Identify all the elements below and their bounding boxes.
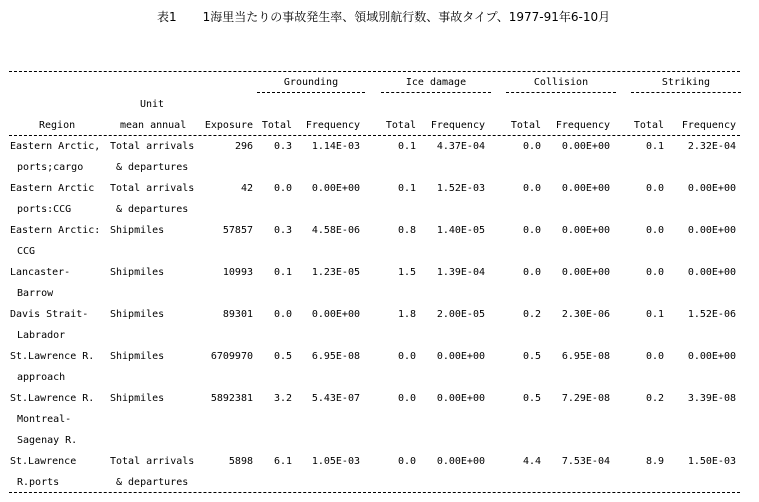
unit-cell: Total arrivals [110, 141, 195, 152]
region-cell: Davis Strait- [10, 309, 89, 320]
unit-header-line2: mean annual [120, 120, 187, 131]
unit-cell: Shipmiles [110, 225, 165, 236]
grounding-frequency-header: Frequency [305, 120, 360, 131]
grounding-frequency-cell: 0.00E+00 [311, 309, 360, 320]
striking-frequency-cell: 1.50E-03 [687, 456, 736, 467]
unit-cell: & departures [116, 204, 189, 215]
ice-frequency-cell: 2.00E-05 [436, 309, 485, 320]
collision-frequency-cell: 0.00E+00 [561, 141, 610, 152]
collision-total-cell: 0.0 [522, 183, 541, 194]
collision-frequency-cell: 7.29E-08 [561, 393, 610, 404]
exposure-cell: 296 [234, 141, 253, 152]
region-cell: St.Lawrence R. [10, 393, 95, 404]
region-cell: Sagenay R. [17, 435, 78, 446]
striking-total-cell: 0.0 [645, 183, 664, 194]
collision-total-cell: 0.0 [522, 267, 541, 278]
striking-total-cell: 0.0 [645, 351, 664, 362]
striking-total-cell: 0.1 [645, 309, 664, 320]
region-cell: St.Lawrence R. [10, 351, 95, 362]
striking-frequency-cell: 1.52E-06 [687, 309, 736, 320]
ice-total-cell: 0.0 [397, 351, 416, 362]
striking-total-cell: 0.0 [645, 225, 664, 236]
group-grounding: Grounding [283, 77, 339, 88]
ice-frequency-cell: 0.00E+00 [436, 393, 485, 404]
table-number: 表1 [157, 10, 177, 24]
region-cell: ports;cargo [17, 162, 84, 173]
region-cell: CCG [17, 246, 36, 257]
unit-cell: & departures [116, 162, 189, 173]
striking-frequency-cell: 0.00E+00 [687, 351, 736, 362]
striking-underline [631, 92, 741, 93]
exposure-cell: 42 [240, 183, 253, 194]
collision-total-cell: 0.5 [522, 351, 541, 362]
collision-frequency-cell: 0.00E+00 [561, 225, 610, 236]
ice-frequency-cell: 0.00E+00 [436, 456, 485, 467]
exposure-cell: 57857 [222, 225, 253, 236]
grounding-frequency-cell: 1.05E-03 [311, 456, 360, 467]
collision-total-cell: 0.5 [522, 393, 541, 404]
striking-frequency-cell: 0.00E+00 [687, 267, 736, 278]
region-cell: Montreal- [17, 414, 72, 425]
region-cell: Eastern Arctic: [10, 225, 101, 236]
ice-total-cell: 1.5 [397, 267, 416, 278]
collision-frequency-cell: 0.00E+00 [561, 267, 610, 278]
grounding-frequency-cell: 0.00E+00 [311, 183, 360, 194]
collision-frequency-cell: 7.53E-04 [561, 456, 610, 467]
ice-frequency-cell: 4.37E-04 [436, 141, 485, 152]
grounding-total-cell: 0.0 [273, 183, 292, 194]
unit-cell: Shipmiles [110, 267, 165, 278]
exposure-cell: 89301 [222, 309, 253, 320]
collision-frequency-cell: 2.30E-06 [561, 309, 610, 320]
ice-frequency-cell: 1.52E-03 [436, 183, 485, 194]
ice-total-cell: 0.1 [397, 183, 416, 194]
grounding-frequency-cell: 1.14E-03 [311, 141, 360, 152]
unit-cell: Shipmiles [110, 351, 165, 362]
striking-total-cell: 0.1 [645, 141, 664, 152]
unit-cell: & departures [116, 477, 189, 488]
grounding-total-cell: 0.3 [273, 141, 292, 152]
region-cell: Labrador [17, 330, 66, 341]
top-rule [9, 71, 740, 72]
collision-underline [506, 92, 616, 93]
collision-total-cell: 0.2 [522, 309, 541, 320]
striking-frequency-cell: 0.00E+00 [687, 183, 736, 194]
table-title [157, 8, 610, 25]
exposure-cell: 6709970 [210, 351, 253, 362]
region-cell: Eastern Arctic, [10, 141, 101, 152]
grounding-total-cell: 0.0 [273, 309, 292, 320]
striking-total-header: Total [633, 120, 664, 131]
grounding-total-header: Total [261, 120, 292, 131]
region-cell: ports:CCG [17, 204, 72, 215]
ice-damage-underline [381, 92, 491, 93]
ice-total-cell: 0.0 [397, 393, 416, 404]
group-striking: Striking [661, 77, 711, 88]
group-ice-damage: Ice damage [405, 77, 467, 88]
grounding-total-cell: 0.1 [273, 267, 292, 278]
grounding-frequency-cell: 5.43E-07 [311, 393, 360, 404]
striking-total-cell: 8.9 [645, 456, 664, 467]
group-collision: Collision [533, 77, 589, 88]
grounding-total-cell: 0.5 [273, 351, 292, 362]
grounding-total-cell: 6.1 [273, 456, 292, 467]
collision-total-cell: 0.0 [522, 141, 541, 152]
region-header: Region [39, 120, 76, 131]
collision-total-cell: 4.4 [522, 456, 541, 467]
exposure-header: Exposure [204, 120, 253, 131]
header-rule [9, 135, 740, 136]
grounding-frequency-cell: 6.95E-08 [311, 351, 360, 362]
collision-total-header: Total [510, 120, 541, 131]
collision-frequency-header: Frequency [555, 120, 610, 131]
region-cell: Barrow [17, 288, 54, 299]
unit-cell: Shipmiles [110, 393, 165, 404]
region-cell: Lancaster- [10, 267, 71, 278]
collision-total-cell: 0.0 [522, 225, 541, 236]
ice-total-cell: 0.0 [397, 456, 416, 467]
unit-header-line1: Unit [140, 99, 165, 110]
unit-cell: Shipmiles [110, 309, 165, 320]
ice-total-header: Total [385, 120, 416, 131]
region-cell: St.Lawrence [10, 456, 77, 467]
region-cell: approach [17, 372, 66, 383]
region-cell: Eastern Arctic [10, 183, 95, 194]
grounding-frequency-cell: 1.23E-05 [311, 267, 360, 278]
ice-frequency-cell: 1.40E-05 [436, 225, 485, 236]
ice-frequency-header: Frequency [430, 120, 485, 131]
ice-frequency-cell: 1.39E-04 [436, 267, 485, 278]
ice-frequency-cell: 0.00E+00 [436, 351, 485, 362]
striking-frequency-cell: 3.39E-08 [687, 393, 736, 404]
unit-cell: Total arrivals [110, 183, 195, 194]
grounding-frequency-cell: 4.58E-06 [311, 225, 360, 236]
grounding-total-cell: 3.2 [273, 393, 292, 404]
striking-frequency-cell: 2.32E-04 [687, 141, 736, 152]
collision-frequency-cell: 0.00E+00 [561, 183, 610, 194]
ice-total-cell: 1.8 [397, 309, 416, 320]
ice-total-cell: 0.1 [397, 141, 416, 152]
ice-total-cell: 0.8 [397, 225, 416, 236]
exposure-cell: 10993 [222, 267, 253, 278]
exposure-cell: 5892381 [210, 393, 253, 404]
unit-cell: Total arrivals [110, 456, 195, 467]
striking-frequency-cell: 0.00E+00 [687, 225, 736, 236]
table-caption: 1海里当たりの事故発生率、領域別航行数、事故タイプ、1977-91年6-10月 [202, 10, 611, 24]
grounding-total-cell: 0.3 [273, 225, 292, 236]
exposure-cell: 5898 [228, 456, 253, 467]
striking-frequency-header: Frequency [681, 120, 736, 131]
collision-frequency-cell: 6.95E-08 [561, 351, 610, 362]
striking-total-cell: 0.0 [645, 267, 664, 278]
grounding-underline [257, 92, 365, 93]
region-cell: R.ports [17, 477, 60, 488]
striking-total-cell: 0.2 [645, 393, 664, 404]
bottom-rule [9, 492, 740, 493]
